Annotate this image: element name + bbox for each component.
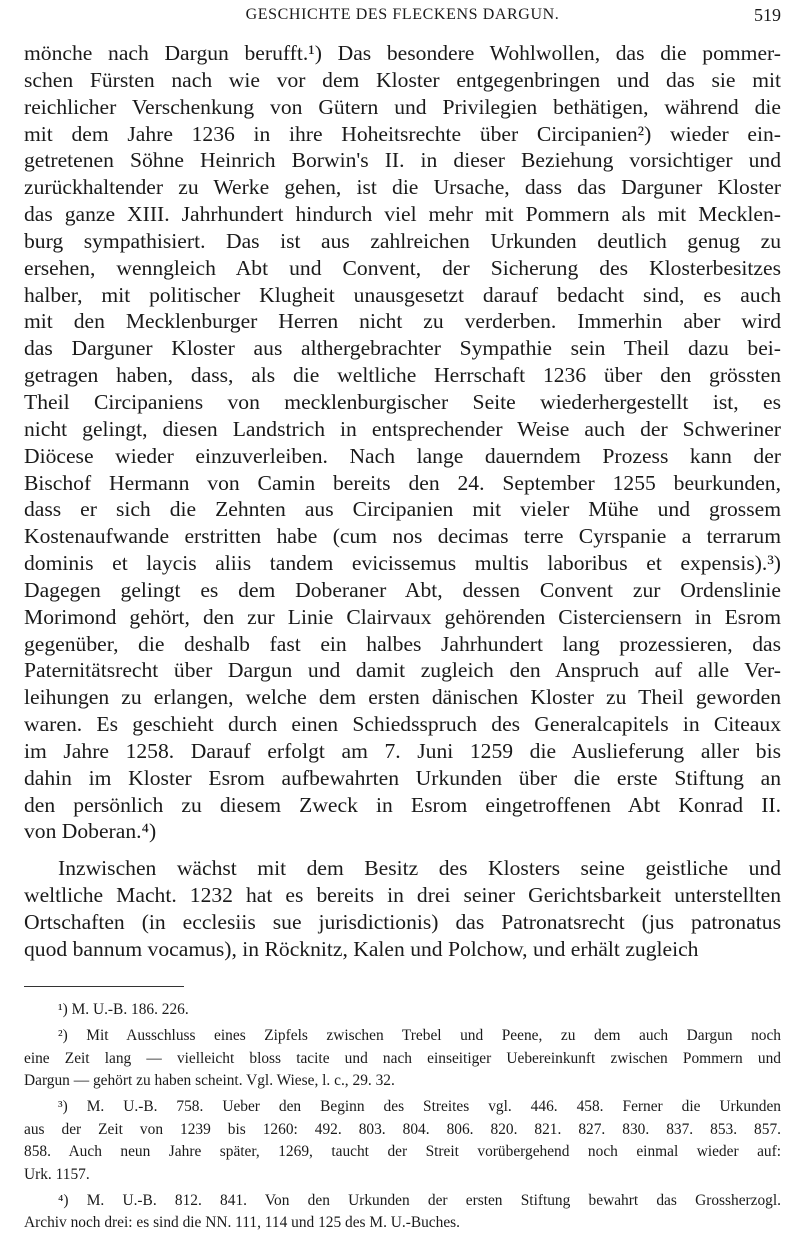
footnote-3 <box>24 1096 781 1186</box>
text-line: von Doberan.⁴) <box>24 819 157 844</box>
text-line: quod bannum vocamus), in Röcknitz, Kalen und Polchow, und erhält zugleich <box>24 936 699 961</box>
text-line: Ortschaften (in ecclesiis sue jurisdictionis) das Patronatsrecht (jus patronatus <box>24 910 781 934</box>
text-line: im Jahre 1258. Darauf erfolgt am 7. Juni 1259 die Auslieferung aller bis <box>24 738 781 763</box>
text-line: Paternitätsrecht über Dargun und damit zugleich den Anspruch auf alle Ver- <box>24 658 781 683</box>
text-line: ³) M. U.-B. 758. Ueber den Beginn des Streites vgl. 446. 458. Ferner die Urkunden <box>58 1098 781 1116</box>
text-line: Diöcese wieder einzuverleiben. Nach lange dauerndem Prozess kann der <box>24 443 781 468</box>
running-title: GESCHICHTE DES FLECKENS DARGUN. <box>245 6 560 23</box>
text-line: den persönlich zu diesem Zweck in Esrom eingetroffenen Abt Konrad II. <box>24 792 781 817</box>
footnote-separator <box>24 986 184 987</box>
text-line: ersehen, wenngleich Abt und Convent, der Sicherung des Klosterbesitzes <box>24 255 781 280</box>
text-line: mönche nach Dargun berufft.¹) Das besondere Wohlwollen, das die pommer- <box>24 41 781 65</box>
footnote-1 <box>24 999 781 1021</box>
text-line: mit den Mecklenburger Herren nicht zu verderben. Immerhin aber wird <box>24 309 781 334</box>
body-text <box>24 40 781 963</box>
text-line: eine Zeit lang — vielleicht bloss tacite und nach einseitiger Uebereinkunft zwischen Pommern und <box>24 1049 781 1067</box>
page-number: 519 <box>754 5 781 25</box>
text-line: Bischof Hermann von Camin bereits den 24. September 1255 beurkunden, <box>24 470 781 495</box>
text-line: das Darguner Kloster aus althergebrachter Sympathie sein Theil dazu bei- <box>24 336 781 361</box>
paragraph-1 <box>24 40 781 845</box>
footnote-2 <box>24 1025 781 1092</box>
text-line: Morimond gehört, den zur Linie Clairvaux gehörenden Cisterciensern in Esrom <box>24 604 781 629</box>
text-line: Dargun — gehört zu haben scheint. Vgl. Wiese, l. c., 29. 32. <box>24 1071 395 1089</box>
text-line: schen Fürsten nach wie vor dem Kloster entgegenbringen und das sie mit <box>24 67 781 92</box>
text-line: dass er sich die Zehnten aus Circipanien mit vieler Mühe und grossem <box>24 497 781 522</box>
text-line: Theil Circipaniens von mecklenburgischer Seite wiederhergestellt ist, es <box>24 389 781 414</box>
text-line: aus der Zeit von 1239 bis 1260: 492. 803. 804. 806. 820. 821. 827. 830. 837. 853. 857. <box>24 1120 781 1138</box>
page-header <box>24 0 781 40</box>
text-line: das ganze XIII. Jahrhundert hindurch viel mehr mit Pommern als mit Mecklen- <box>24 202 781 227</box>
footnotes <box>24 999 781 1235</box>
text-line: Urk. 1157. <box>24 1165 90 1183</box>
text-line: leihungen zu erlangen, welche dem ersten dänischen Kloster zu Theil geworden <box>24 685 781 710</box>
text-line: nicht gelingt, diesen Landstrich in entsprechender Weise auch der Schweriner <box>24 416 781 441</box>
text-line: Kostenaufwande erstritten habe (cum nos decimas terre Cyrspanie a terrarum <box>24 524 781 549</box>
text-line: burg sympathisiert. Das ist aus zahlreichen Urkunden deutlich genug zu <box>24 228 781 253</box>
paragraph-2 <box>24 855 781 962</box>
text-line: getragen haben, dass, als die weltliche Herrschaft 1236 über den grössten <box>24 363 781 388</box>
footnote-4 <box>24 1190 781 1235</box>
text-line: zurückhaltender zu Werke gehen, ist die Ursache, dass das Darguner Kloster <box>24 175 781 200</box>
text-line: weltliche Macht. 1232 hat es bereits in drei seiner Gerichtsbarkeit unterstellten <box>24 883 781 908</box>
text-line: ²) Mit Ausschluss eines Zipfels zwischen Trebel und Peene, zu dem auch Dargun noch <box>58 1027 781 1045</box>
text-line: waren. Es geschieht durch einen Schiedsspruch des Generalcapitels in Citeaux <box>24 712 781 737</box>
text-line: halber, mit politischer Klugheit unausgesetzt darauf bedacht sind, es auch <box>24 282 781 307</box>
text-line: ⁴) M. U.-B. 812. 841. Von den Urkunden der ersten Stiftung bewahrt das Grossherzogl. <box>58 1191 781 1209</box>
text-line: 858. Auch neun Jahre später, 1269, taucht der Streit vorübergehend noch einmal wieder auf: <box>24 1143 781 1161</box>
text-line: Dagegen gelingt es dem Doberaner Abt, dessen Convent zur Ordenslinie <box>24 577 781 602</box>
text-line: reichlicher Verschenkung von Gütern und Privilegien bethätigen, während die <box>24 94 781 119</box>
text-line: mit dem Jahre 1236 in ihre Hoheitsrechte über Circipanien²) wieder ein- <box>24 121 781 146</box>
text-line: gegenüber, die deshalb fast ein halbes Jahrhundert lang prozessieren, das <box>24 631 781 656</box>
text-line: Archiv noch drei: es sind die NN. 111, 114 und 125 des M. U.-Buches. <box>24 1214 461 1232</box>
text-line: Inzwischen wächst mit dem Besitz des Klosters seine geistliche und <box>58 856 781 881</box>
text-line: dominis et laycis aliis tandem evicissemus multis laboribus et expensis).³) <box>24 551 781 576</box>
text-line: dahin im Kloster Esrom aufbewahrten Urkunden über die erste Stiftung an <box>24 765 781 790</box>
text-line: getretenen Söhne Heinrich Borwin's II. in dieser Beziehung vorsichtiger und <box>24 148 781 173</box>
text-line: ¹) M. U.-B. 186. 226. <box>58 1000 189 1018</box>
